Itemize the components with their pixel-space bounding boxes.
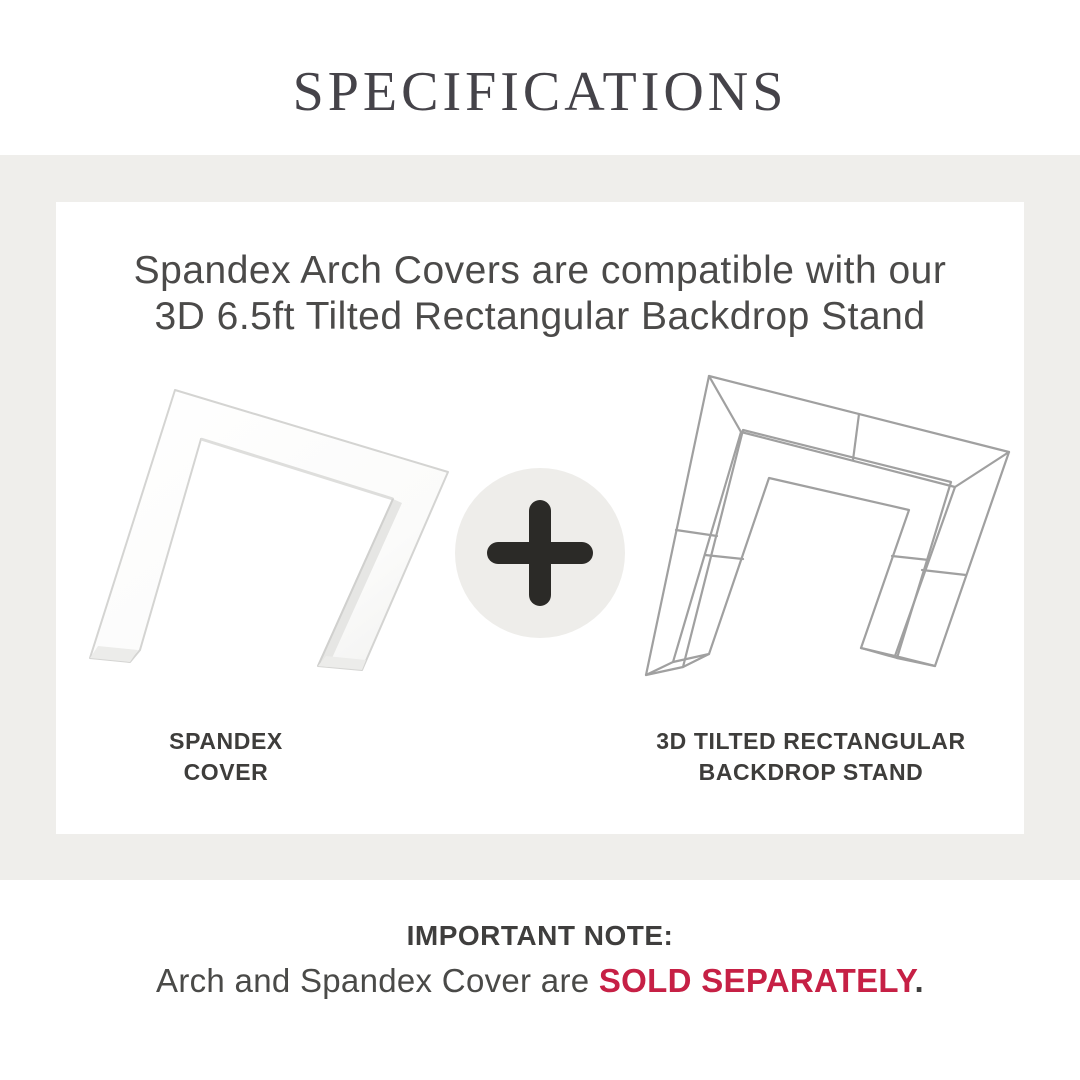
backdrop-stand-label bbox=[656, 726, 966, 788]
compatibility-headline bbox=[56, 248, 1024, 340]
note-body bbox=[0, 962, 1080, 1000]
note-heading: IMPORTANT NOTE: bbox=[406, 920, 674, 951]
header-band bbox=[0, 0, 1080, 155]
backdrop-stand-label-line2: BACKDROP STAND bbox=[698, 759, 924, 785]
spandex-cover-image bbox=[60, 360, 475, 685]
spandex-cover-label bbox=[76, 726, 376, 788]
note-body-suffix: . bbox=[914, 962, 924, 999]
plus-badge bbox=[455, 468, 625, 638]
spandex-cover-label-line1: SPANDEX bbox=[169, 728, 283, 754]
compatibility-card bbox=[56, 202, 1024, 834]
spandex-cover-label-line2: COVER bbox=[183, 759, 269, 785]
plus-icon bbox=[487, 500, 593, 606]
backdrop-stand-image bbox=[621, 360, 1016, 690]
sold-separately-text: SOLD SEPARATELY bbox=[598, 962, 915, 999]
note-body-prefix: Arch and Spandex Cover are bbox=[156, 962, 599, 999]
page-title: SPECIFICATIONS bbox=[292, 61, 788, 123]
backdrop-stand-label-line1: 3D TILTED RECTANGULAR bbox=[656, 728, 966, 754]
headline-line1: Spandex Arch Covers are compatible with our bbox=[133, 249, 947, 292]
note-band bbox=[0, 880, 1080, 1080]
headline-line2: 3D 6.5ft Tilted Rectangular Backdrop Stand bbox=[154, 295, 926, 338]
